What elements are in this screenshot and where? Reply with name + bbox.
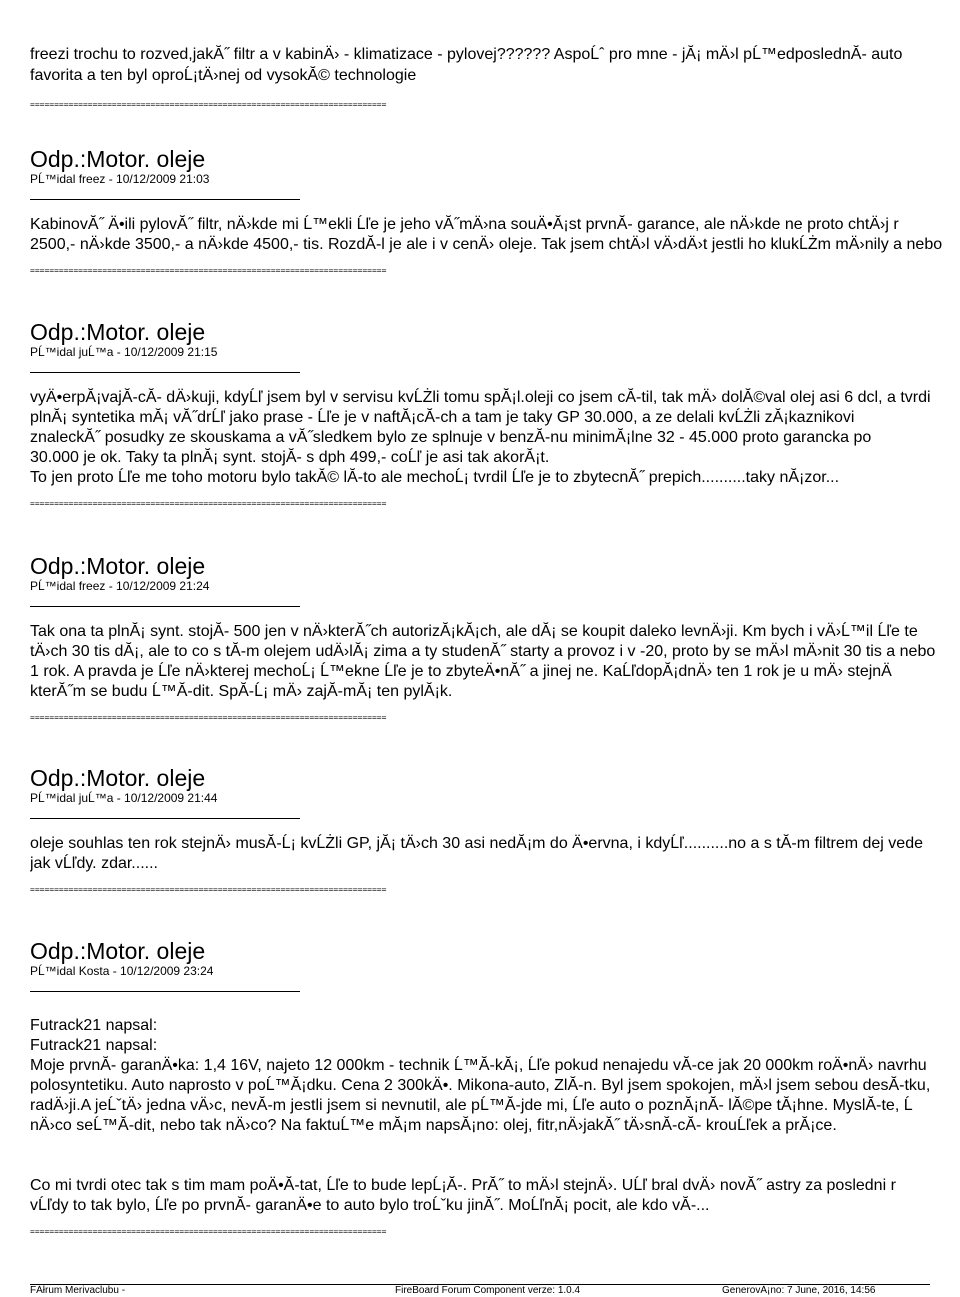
separator: ========================================================================== bbox=[30, 100, 387, 109]
separator: ========================================================================== bbox=[30, 1227, 387, 1236]
footer-generated: GenerovĂ¡no: 7 June, 2016, 14:56 bbox=[722, 1285, 876, 1296]
footer-site-name: FĂłrum Merivaclubu - bbox=[30, 1285, 126, 1296]
post-divider bbox=[30, 818, 300, 819]
post-line: oleje souhlas ten rok stejnÄ› musĂ-Ĺ¡ kvĹŻli GP, jĂ¡ tÄ›ch 30 asi nedĂ¡m do Ä•ervna, i kdyĹľ..........no a s tĂ-m filtrem dej vede bbox=[30, 835, 923, 852]
post-line: znaleckĂ˝ posudky ze skouskama a vĂ˝sledkem bylo ze splnuje v benzĂ-nu minimĂ¡lne 32 - 45.000 proto garancka po bbox=[30, 429, 872, 446]
post-line: kterĂ˝m se budu Ĺ™Ă-dit. SpĂ-Ĺ¡ mÄ› zajĂ-mĂ¡ ten pylĂ¡k. bbox=[30, 683, 453, 700]
post-title: Odp.:Motor. oleje bbox=[30, 319, 206, 345]
post-line: 2500,- nÄ›kde 3500,- a nÄ›kde 4500,- tis. RozdĂ-l je ale i v cenÄ› oleje. Tak jsem chtÄ›l vÄ›dÄ›t jestli ho klukĹŻm mÄ›nily a nebo bbox=[30, 236, 943, 253]
post-body bbox=[30, 215, 960, 255]
post-title: Odp.:Motor. oleje bbox=[30, 553, 206, 579]
post-title: Odp.:Motor. oleje bbox=[30, 146, 206, 172]
post-divider bbox=[30, 606, 300, 607]
post-line: jak vĹľdy. zdar...... bbox=[30, 855, 158, 872]
post bbox=[30, 319, 960, 509]
post-line: radÄ›ji.A jeĹˇtÄ› jedna vÄ›c, nevĂ-m jestli jsem si nevnutil, ale pĹ™Ă-jde mi, Ĺľe auto o poznĂ¡nĂ- lĂ©pe tĂ¡hne. MyslĂ-te, Ĺ bbox=[30, 1097, 913, 1114]
page-footer bbox=[0, 1284, 960, 1297]
intro-line: freezi trochu to rozved,jakĂ˝ filtr a v kabinÄ› - klimatizace - pylovej?????? AspoĹˆ pro mne - jĂ¡ mÄ›l pĹ™edposlednĂ- auto bbox=[30, 46, 903, 63]
post-divider bbox=[30, 991, 300, 992]
separator: ========================================================================== bbox=[30, 713, 387, 722]
post-line: vyÄ•erpĂ¡vajĂ-cĂ- dÄ›kuji, kdyĹľ jsem byl v servisu kvĹŻli tomu spĂ¡l.oleji co jsem cĂ-til, tak mÄ› dolĂ©val olej asi 6 dcl, a tvrdi bbox=[30, 389, 931, 406]
post-body bbox=[30, 622, 960, 702]
intro-line: favorita a ten byl oproĹ¡tÄ›nej od vysokĂ© technologie bbox=[30, 67, 417, 84]
post-line: Tak ona ta plnĂ¡ synt. stojĂ- 500 jen v nÄ›kterĂ˝ch autorizĂ¡kĂ¡ch, ale dĂ¡ se koupit daleko levnÄ›ji. Km bych i vÄ›Ĺ™il Ĺľe te bbox=[30, 623, 918, 640]
forum-print-page bbox=[30, 0, 960, 1297]
post-line: 1 rok. A pravda je Ĺľe nÄ›kterej mechoĹ¡ Ĺ™ekne Ĺľe je to zbyteÄ•nĂ˝ a jinej ne. KaĹľdopĂ¡dnÄ› ten 1 rok je u mÄ› stejnÄ bbox=[30, 663, 892, 680]
separator: ========================================================================== bbox=[30, 885, 387, 894]
post-divider bbox=[30, 372, 300, 373]
post bbox=[30, 938, 960, 1237]
post-body bbox=[30, 834, 960, 874]
post-line: polosyntetiku. Auto naprosto v poĹ™Ă¡dku. Cena 2 300kÄ•. Mikona-auto, ZlĂ-n. Byl jsem spokojen, mÄ›l jsem sebou desĂ-tku, bbox=[30, 1077, 931, 1094]
post bbox=[30, 765, 960, 895]
post-meta: PĹ™idal freez - 10/12/2009 21:24 bbox=[30, 579, 210, 593]
separator: ========================================================================== bbox=[30, 266, 387, 275]
post-title: Odp.:Motor. oleje bbox=[30, 938, 206, 964]
post-meta: PĹ™idal juĹ™a - 10/12/2009 21:44 bbox=[30, 791, 218, 805]
post-line: tÄ›ch 30 tis dĂ¡, ale to co s tĂ-m olejem udÄ›lĂ¡ zima a ty studenĂ˝ starty a provoz i v -20, proto by se mÄ›l mÄ›nit 30 tis a nebo bbox=[30, 643, 936, 660]
post-meta: PĹ™idal Kosta - 10/12/2009 23:24 bbox=[30, 964, 214, 978]
post-line: Futrack21 napsal: bbox=[30, 1037, 158, 1054]
post bbox=[30, 146, 960, 276]
post-line: Futrack21 napsal: bbox=[30, 1017, 158, 1034]
post-blank-line bbox=[30, 1136, 960, 1156]
post-meta: PĹ™idal freez - 10/12/2009 21:03 bbox=[30, 172, 210, 186]
post-meta: PĹ™idal juĹ™a - 10/12/2009 21:15 bbox=[30, 345, 218, 359]
footer-component: FireBoard Forum Component verze: 1.0.4 bbox=[395, 1285, 581, 1296]
post-blank-line bbox=[30, 1156, 960, 1176]
post-line: nÄ›co seĹ™Ă-dit, nebo tak nÄ›co? Na faktuĹ™e mĂ¡m napsĂ¡no: olej, fitr,nÄ›jakĂ˝ tÄ›snĂ-cĂ- krouĹľek a prĂ¡ce. bbox=[30, 1117, 837, 1134]
separator: ========================================================================== bbox=[30, 499, 387, 508]
post-line: Co mi tvrdi otec tak s tim mam poÄ•Ă-tat, Ĺľe to bude lepĹ¡Ă-. PrĂ˝ to mÄ›l stejnÄ›. UĹľ bral dvÄ› novĂ˝ astry za posledni r bbox=[30, 1177, 896, 1194]
post-line: To jen proto Ĺľe me toho motoru bylo takĂ© lĂ-to ale mechoĹ¡ tvrdil Ĺľe je to zbytecnĂ˝ prepich..........taky nĂ¡zor... bbox=[30, 469, 840, 486]
post-title: Odp.:Motor. oleje bbox=[30, 765, 206, 791]
post-line: KabinovĂ˝ Ä•ili pylovĂ˝ filtr, nÄ›kde mi Ĺ™ekli Ĺľe je jeho vĂ˝mÄ›na souÄ•Ă¡st prvnĂ- garance, ale nÄ›kde ne proto chtÄ›j r bbox=[30, 216, 899, 233]
post bbox=[30, 553, 960, 723]
post-divider bbox=[30, 199, 300, 200]
post-line: vĹľdy to tak bylo, Ĺľe po prvnĂ- garanÄ•e to auto bylo troĹˇku jinĂ˝. MoĹľnĂ¡ pocit, ale kdo vĂ-... bbox=[30, 1197, 710, 1214]
post-line: plnĂ¡ syntetika mĂ¡ vĂ˝drĹľ jako prase - Ĺľe je v naftĂ¡cĂ-ch a tam je taky GP 30.000, a ze delali kvĹŻli zĂ¡kaznikovi bbox=[30, 409, 855, 426]
post-body bbox=[30, 1016, 960, 1216]
post-body bbox=[30, 388, 960, 488]
post-line: 30.000 je ok. Taky ta plnĂ¡ synt. stojĂ- s dph 499,- coĹľ je asi tak akorĂ¡t. bbox=[30, 449, 550, 466]
post-line: Moje prvnĂ- garanÄ•ka: 1,4 16V, najeto 12 000km - technik Ĺ™Ă-kĂ¡, Ĺľe pokud nenajedu vĂ-ce jak 20 000km roÄ•nÄ› navrhu bbox=[30, 1057, 927, 1074]
intro-text bbox=[30, 44, 960, 86]
